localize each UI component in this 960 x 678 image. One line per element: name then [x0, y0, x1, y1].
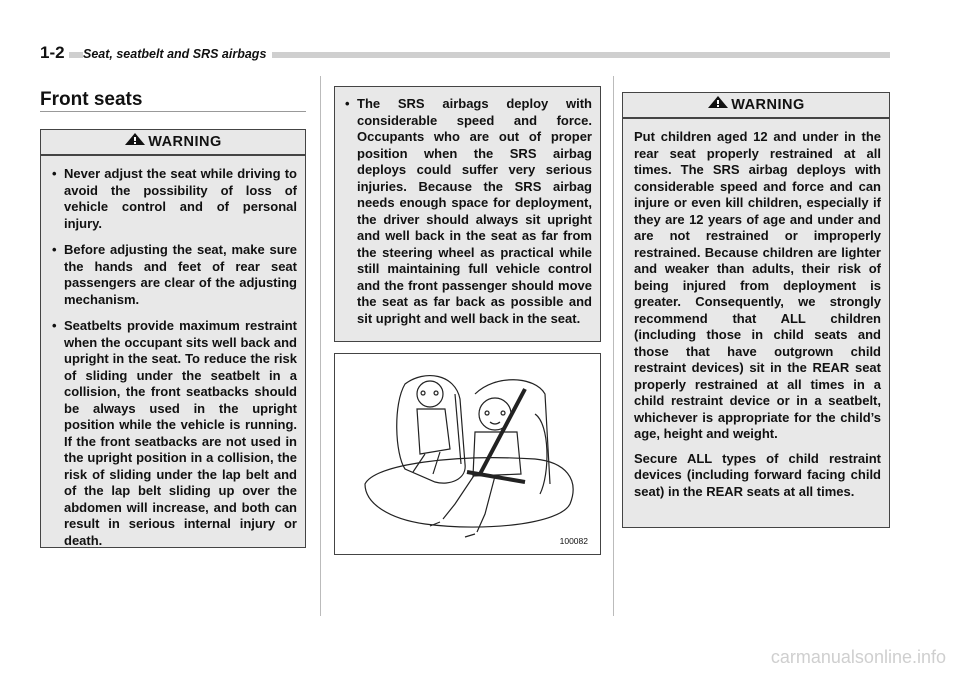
- warning-box-middle: [334, 86, 601, 342]
- bullet-icon: •: [345, 96, 350, 111]
- warning-box-left: [40, 155, 306, 548]
- warning-box-right: [622, 118, 890, 528]
- warning-list-middle: [345, 96, 592, 327]
- child-seat-drawing: [335, 354, 600, 554]
- warning-heading: WARNING: [731, 97, 805, 113]
- warning-header-right: [622, 92, 890, 118]
- warning-triangle-icon: [124, 132, 146, 146]
- column-divider: [613, 76, 614, 616]
- section-rule: [40, 111, 306, 112]
- warning-heading: WARNING: [148, 134, 222, 150]
- warning-list-left: [52, 166, 297, 549]
- page-number: 1-2: [40, 43, 69, 63]
- warning-item: • Seatbelts provide maximum restraint when the occupant sits well back and upright in the seat. To reduce the risk of sliding under the seatbelt in a collision, the front seatbacks should be always used in the upright position while the vehicle is running. If the front seatbacks are not used in the upright position in a collision, the risk of sliding under the lap belt and of the lap belt sliding up over the abdomen will increase, and both can result in serious internal injury or death.: [52, 318, 297, 548]
- warning-header-left: [40, 129, 306, 155]
- column-divider: [320, 76, 321, 616]
- bullet-icon: •: [52, 166, 57, 181]
- bullet-icon: •: [52, 318, 57, 333]
- warning-paragraph: Secure ALL types of child restraint devices (including forward facing child seat) in the REAR seats at all times.: [634, 450, 881, 499]
- warning-item: • Before adjusting the seat, make sure the hands and feet of rear seat passengers are clear of the adjusting mechanism.: [52, 242, 297, 307]
- child-seat-illustration: [334, 353, 601, 555]
- page-title: Seat, seatbelt and SRS airbags: [83, 47, 272, 61]
- warning-triangle-icon: [707, 95, 729, 109]
- section-title: Front seats: [40, 89, 143, 110]
- bullet-icon: •: [52, 242, 57, 257]
- warning-item: • The SRS airbags deploy with considerable speed and force. Occupants who are out of proper position when the SRS airbag deploys could suffer very serious injuries. Because the SRS airbag needs enough space for deployment, the driver should always sit upright and well back in the seat as far from the steering wheel as practical while still maintaining full vehicle control and the front passenger should move the seat as far back as possible and sit upright and well back in the seat.: [345, 96, 592, 326]
- figure-code: 100082: [559, 536, 588, 546]
- watermark: carmanualsonline.info: [770, 647, 946, 667]
- warning-item: • Never adjust the seat while driving to avoid the possibility of loss of vehicle control and of personal injury.: [52, 166, 297, 231]
- warning-paragraph: Put children aged 12 and under in the rear seat properly restrained at all times. The SRS airbag deploys with considerable speed and force and can injure or even kill children, especially if they are 12 years of age and under and are not restrained or improperly restrained. Because children are lighter and weaker than adults, their risk of being injured from deployment is greater. Consequently, we strongly recommend that ALL children (including those in child seats and those that have outgrown child restraint devices) sit in the REAR seat properly restrained at all times in a child restraint device or in a seatbelt, whichever is appropriate for the child’s age, height and weight.: [634, 129, 881, 441]
